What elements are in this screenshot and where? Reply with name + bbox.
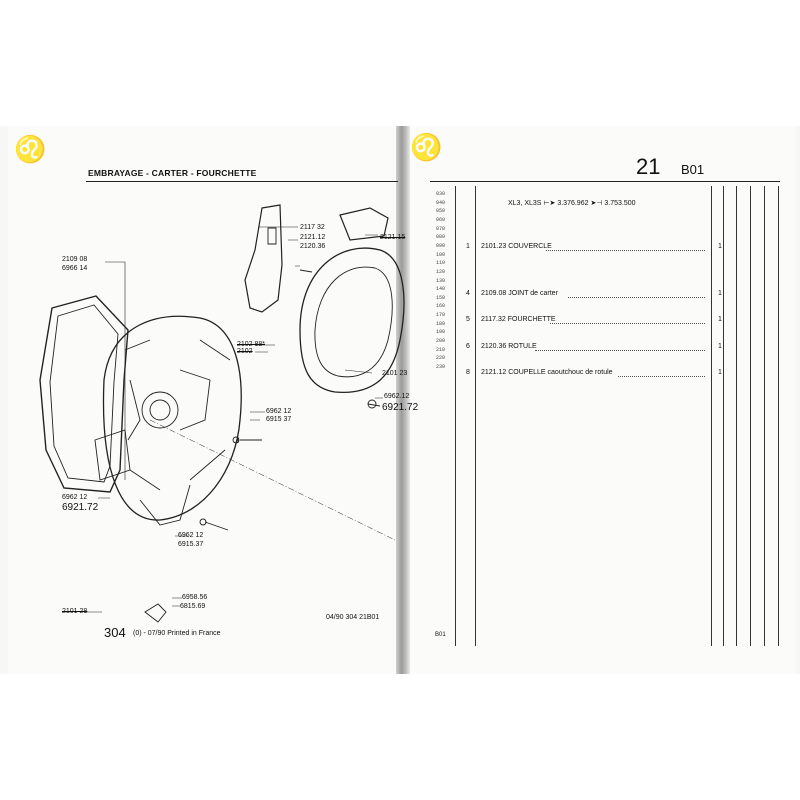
right-footer-code: B01 [435,632,446,638]
label-2109-08: 2109 08 [62,256,88,263]
row-part-description: 2120.36 ROTULE [481,343,537,350]
line-number: 160 [436,303,446,310]
label-6921-72-b: 6921.72 [62,502,99,513]
line-number: 130 [436,277,446,284]
line-number: 120 [436,268,446,275]
group-code: B01 [681,162,705,177]
label-6921-72-a: 6921.72 [382,402,419,413]
row-part-description: 2121.12 COUPELLE caoutchouc de rotule [481,369,613,376]
line-number: 040 [436,199,446,206]
line-number: 080 [436,234,446,241]
group-number: 21 [636,154,661,179]
label-6915-37-b: 6915.37 [178,541,204,548]
from-arrow-icon: ⊢➤ [543,200,558,207]
row-quantity: 1 [718,316,722,323]
label-6962-12-c: 6962 12 [62,494,88,501]
label-6962-12-a: 6962.12 [384,393,410,400]
line-number: 180 [436,320,446,327]
label-6958-56: 6958.56 [182,594,208,601]
line-number: 220 [436,355,446,362]
label-2102: 2102 [237,348,253,355]
line-number: 170 [436,312,446,319]
row-ref-number: 8 [466,369,470,376]
line-number: 230 [436,364,446,370]
row-leader-dots [568,297,705,298]
row-quantity: 1 [718,343,722,350]
line-number: 060 [436,216,446,223]
row-leader-dots [550,323,705,324]
label-2121-15: 2121.15 [380,234,406,241]
parts-table [405,0,795,800]
row-quantity: 1 [718,369,722,376]
line-number: 100 [436,251,446,258]
label-2117-32: 2117 32 [300,224,325,231]
footer-print-info: (0) - 07/90 Printed in France [133,630,221,637]
label-2101-23: 2101 23 [382,370,408,377]
footer-model-number: 304 [104,625,126,640]
label-2120-36: 2120.36 [300,243,326,250]
row-leader-dots [535,350,705,351]
line-number: 050 [436,208,446,215]
row-quantity: 1 [718,243,722,250]
line-number: 200 [436,338,446,345]
row-leader-dots [546,250,705,251]
serial-to: 3.753.500 [604,200,636,207]
row-ref-number: 5 [466,316,470,323]
peugeot-lion-icon: ♌ [14,134,47,164]
line-number: 070 [436,225,446,232]
row-ref-number: 6 [466,343,470,350]
label-6966-14: 6966 14 [62,265,88,272]
row-part-description: 2117.32 FOURCHETTE [481,316,556,323]
row-ref-number: 4 [466,290,470,297]
row-leader-dots [618,376,705,377]
label-6915-37-a: 6915 37 [266,416,292,423]
label-6815-69: 6815.69 [180,603,206,610]
label-2121-12: 2121.12 [300,234,326,241]
footer-right-code: 04/90 304 21B01 [326,614,380,621]
model-names: XL3, XL3S [508,200,542,207]
line-number: 190 [436,329,446,336]
label-2102-88: 2102 88* [237,341,266,348]
line-number: 140 [436,286,446,293]
row-part-description: 2109.08 JOINT de carter [481,290,558,297]
line-number: 030 [436,191,446,197]
page-title: EMBRAYAGE - CARTER - FOURCHETTE [88,168,257,178]
label-6962-12-b: 6962 12 [266,408,292,415]
line-number: 110 [436,260,446,267]
row-ref-number: 1 [466,243,470,250]
line-number: 210 [436,346,446,353]
label-2101-28: 2101 28 [62,608,88,615]
label-6962-12-d: 6962 12 [178,532,204,539]
serial-from: 3.376.962 [557,200,589,207]
row-quantity: 1 [718,290,722,297]
to-arrow-icon: ➤⊣ [590,200,605,207]
line-number: 090 [436,242,446,249]
line-number: 150 [436,294,446,301]
peugeot-lion-icon: ♌ [410,132,443,162]
row-part-description: 2101.23 COUVERCLE [481,243,552,250]
